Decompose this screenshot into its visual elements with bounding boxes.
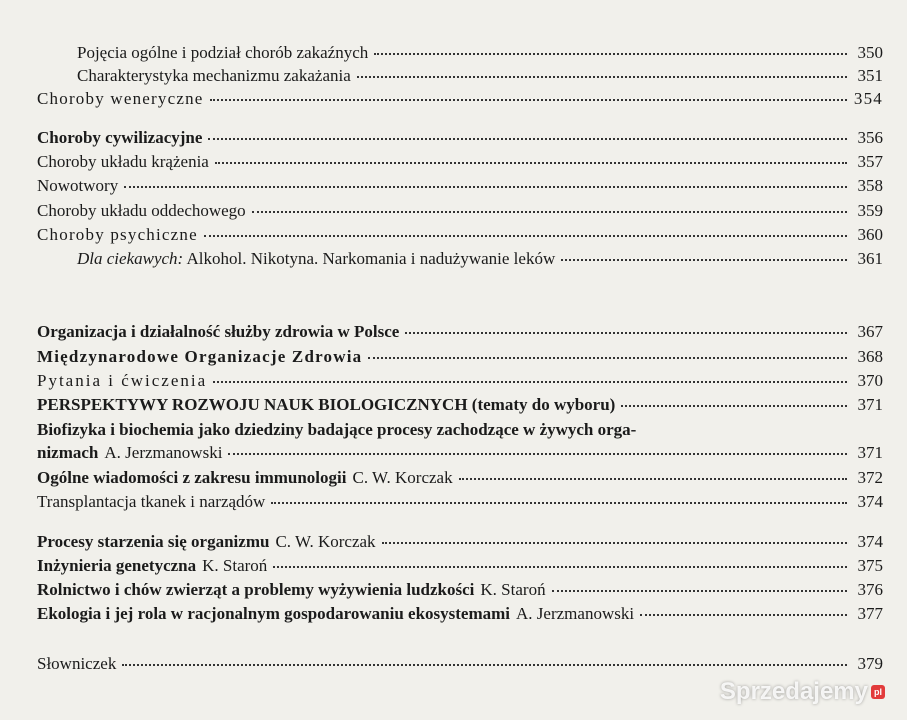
toc-entry bbox=[37, 176, 883, 196]
toc-entry-title: Dla ciekawych: Alkohol. Nikotyna. Narkomania i nadużywanie leków bbox=[77, 249, 556, 268]
dot-leader bbox=[210, 95, 847, 101]
toc-entry bbox=[37, 654, 883, 674]
toc-entry bbox=[77, 66, 883, 86]
toc-entry bbox=[37, 556, 883, 576]
toc-entry-author: A. Jerzmanowski bbox=[104, 443, 223, 462]
toc-entry-author: C. W. Korczak bbox=[275, 532, 376, 551]
toc-entry bbox=[37, 371, 883, 391]
toc-entry-page: 371 bbox=[857, 395, 883, 414]
toc-entry-page: 361 bbox=[857, 249, 883, 268]
toc-entry-title: Słowniczek bbox=[37, 654, 117, 673]
toc-entry bbox=[77, 43, 883, 63]
toc-entry bbox=[37, 468, 883, 488]
toc-entry-title: Choroby układu oddechowego bbox=[37, 201, 246, 220]
toc-entry-title: Choroby weneryczne bbox=[37, 89, 204, 108]
dot-leader bbox=[621, 401, 847, 407]
dot-leader bbox=[382, 538, 847, 544]
toc-entry-author: K. Staroń bbox=[202, 556, 268, 575]
toc-entry bbox=[37, 89, 883, 109]
toc-entry bbox=[37, 443, 883, 463]
toc-entry-page: 356 bbox=[857, 128, 883, 147]
toc-entry-title: Międzynarodowe Organizacje Zdrowia bbox=[37, 347, 363, 366]
toc-entry bbox=[37, 152, 883, 172]
dot-leader bbox=[357, 72, 847, 78]
dot-leader bbox=[215, 158, 847, 164]
dot-leader bbox=[204, 231, 847, 237]
toc-entry-page: 374 bbox=[857, 532, 883, 551]
toc-entry-title: Organizacja i działalność służby zdrowia w Polsce bbox=[37, 322, 400, 341]
toc-entry-title: Inżynieria genetyczna K. Staroń bbox=[37, 556, 268, 575]
toc-entry-title: PERSPEKTYWY ROZWOJU NAUK BIOLOGICZNYCH (tematy do wyboru) bbox=[37, 395, 616, 414]
toc-entry bbox=[37, 225, 883, 245]
dot-leader bbox=[561, 255, 847, 261]
toc-entry-page: 368 bbox=[857, 347, 883, 366]
toc-entry-title: Choroby psychiczne bbox=[37, 225, 198, 244]
toc-entry-title: Rolnictwo i chów zwierząt a problemy wyżywienia ludzkości K. Staroń bbox=[37, 580, 546, 599]
toc-entry-title: Choroby układu krążenia bbox=[37, 152, 209, 171]
toc-entry-title: Choroby cywilizacyjne bbox=[37, 128, 203, 147]
toc-entry-author: A. Jerzmanowski bbox=[516, 604, 635, 623]
dot-leader bbox=[640, 610, 847, 616]
dot-leader bbox=[228, 449, 847, 455]
dot-leader bbox=[252, 207, 847, 213]
toc-entry-page: 359 bbox=[857, 201, 883, 220]
toc-entry-page: 367 bbox=[857, 322, 883, 341]
toc-entry bbox=[37, 347, 883, 367]
watermark-badge: pl bbox=[871, 685, 885, 699]
dot-leader bbox=[459, 474, 847, 480]
toc-entry bbox=[37, 322, 883, 342]
toc-entry-page: 372 bbox=[857, 468, 883, 487]
toc-entry-title: Charakterystyka mechanizmu zakażania bbox=[77, 66, 351, 85]
toc-entry bbox=[37, 395, 883, 415]
toc-entry-page: 350 bbox=[857, 43, 883, 62]
toc-entry bbox=[37, 492, 883, 512]
toc-entry-page: 371 bbox=[857, 443, 883, 462]
toc-entry-title: Biofizyka i biochemia jako dziedziny badające procesy zachodzące w żywych orga- bbox=[37, 420, 637, 439]
dot-leader bbox=[213, 377, 847, 383]
toc-entry bbox=[37, 128, 883, 148]
toc-entry-page: 375 bbox=[857, 556, 883, 575]
toc-entry-title: Nowotwory bbox=[37, 176, 119, 195]
toc-entry-page: 354 bbox=[853, 89, 883, 108]
toc-entry-author: C. W. Korczak bbox=[352, 468, 453, 487]
toc-entry-title: Transplantacja tkanek i narządów bbox=[37, 492, 266, 511]
toc-entry-page: 351 bbox=[857, 66, 883, 85]
toc-entry-title: Ekologia i jej rola w racjonalnym gospodarowaniu ekosystemami A. Jerzmanowski bbox=[37, 604, 635, 623]
toc-entry-title: Procesy starzenia się organizmu C. W. Korczak bbox=[37, 532, 376, 551]
toc-entry bbox=[37, 604, 883, 624]
toc-entry-page: 379 bbox=[857, 654, 883, 673]
dot-leader bbox=[374, 49, 847, 55]
toc-entry-author: K. Staroń bbox=[480, 580, 546, 599]
toc-entry bbox=[37, 201, 883, 221]
dot-leader bbox=[122, 660, 847, 666]
dot-leader bbox=[273, 562, 847, 568]
toc-entry-page: 370 bbox=[857, 371, 883, 390]
toc-entry-title: Pytania i ćwiczenia bbox=[37, 371, 208, 390]
dot-leader bbox=[368, 353, 847, 359]
toc-entry bbox=[37, 580, 883, 600]
dot-leader bbox=[271, 498, 847, 504]
dot-leader bbox=[124, 182, 847, 188]
toc-entry-page: 358 bbox=[857, 176, 883, 195]
toc-entry-title: Ogólne wiadomości z zakresu immunologii C. W. Korczak bbox=[37, 468, 453, 487]
toc-entry-continued bbox=[37, 420, 636, 440]
toc-entry-page: 376 bbox=[857, 580, 883, 599]
toc-entry-title: Pojęcia ogólne i podział chorób zakaźnych bbox=[77, 43, 369, 62]
toc-entry-page: 377 bbox=[857, 604, 883, 623]
toc-entry bbox=[77, 249, 883, 269]
toc-entry bbox=[37, 532, 883, 552]
toc-entry-page: 357 bbox=[857, 152, 883, 171]
dot-leader bbox=[552, 586, 847, 592]
dot-leader bbox=[405, 328, 847, 334]
toc-entry-page: 360 bbox=[857, 225, 883, 244]
watermark-logo: Sprzedajemy pl bbox=[720, 678, 885, 706]
toc-entry-prefix: Dla ciekawych: bbox=[77, 249, 184, 268]
toc-entry-title: nizmach A. Jerzmanowski bbox=[37, 443, 223, 462]
toc-entry-page: 374 bbox=[857, 492, 883, 511]
dot-leader bbox=[208, 134, 847, 140]
